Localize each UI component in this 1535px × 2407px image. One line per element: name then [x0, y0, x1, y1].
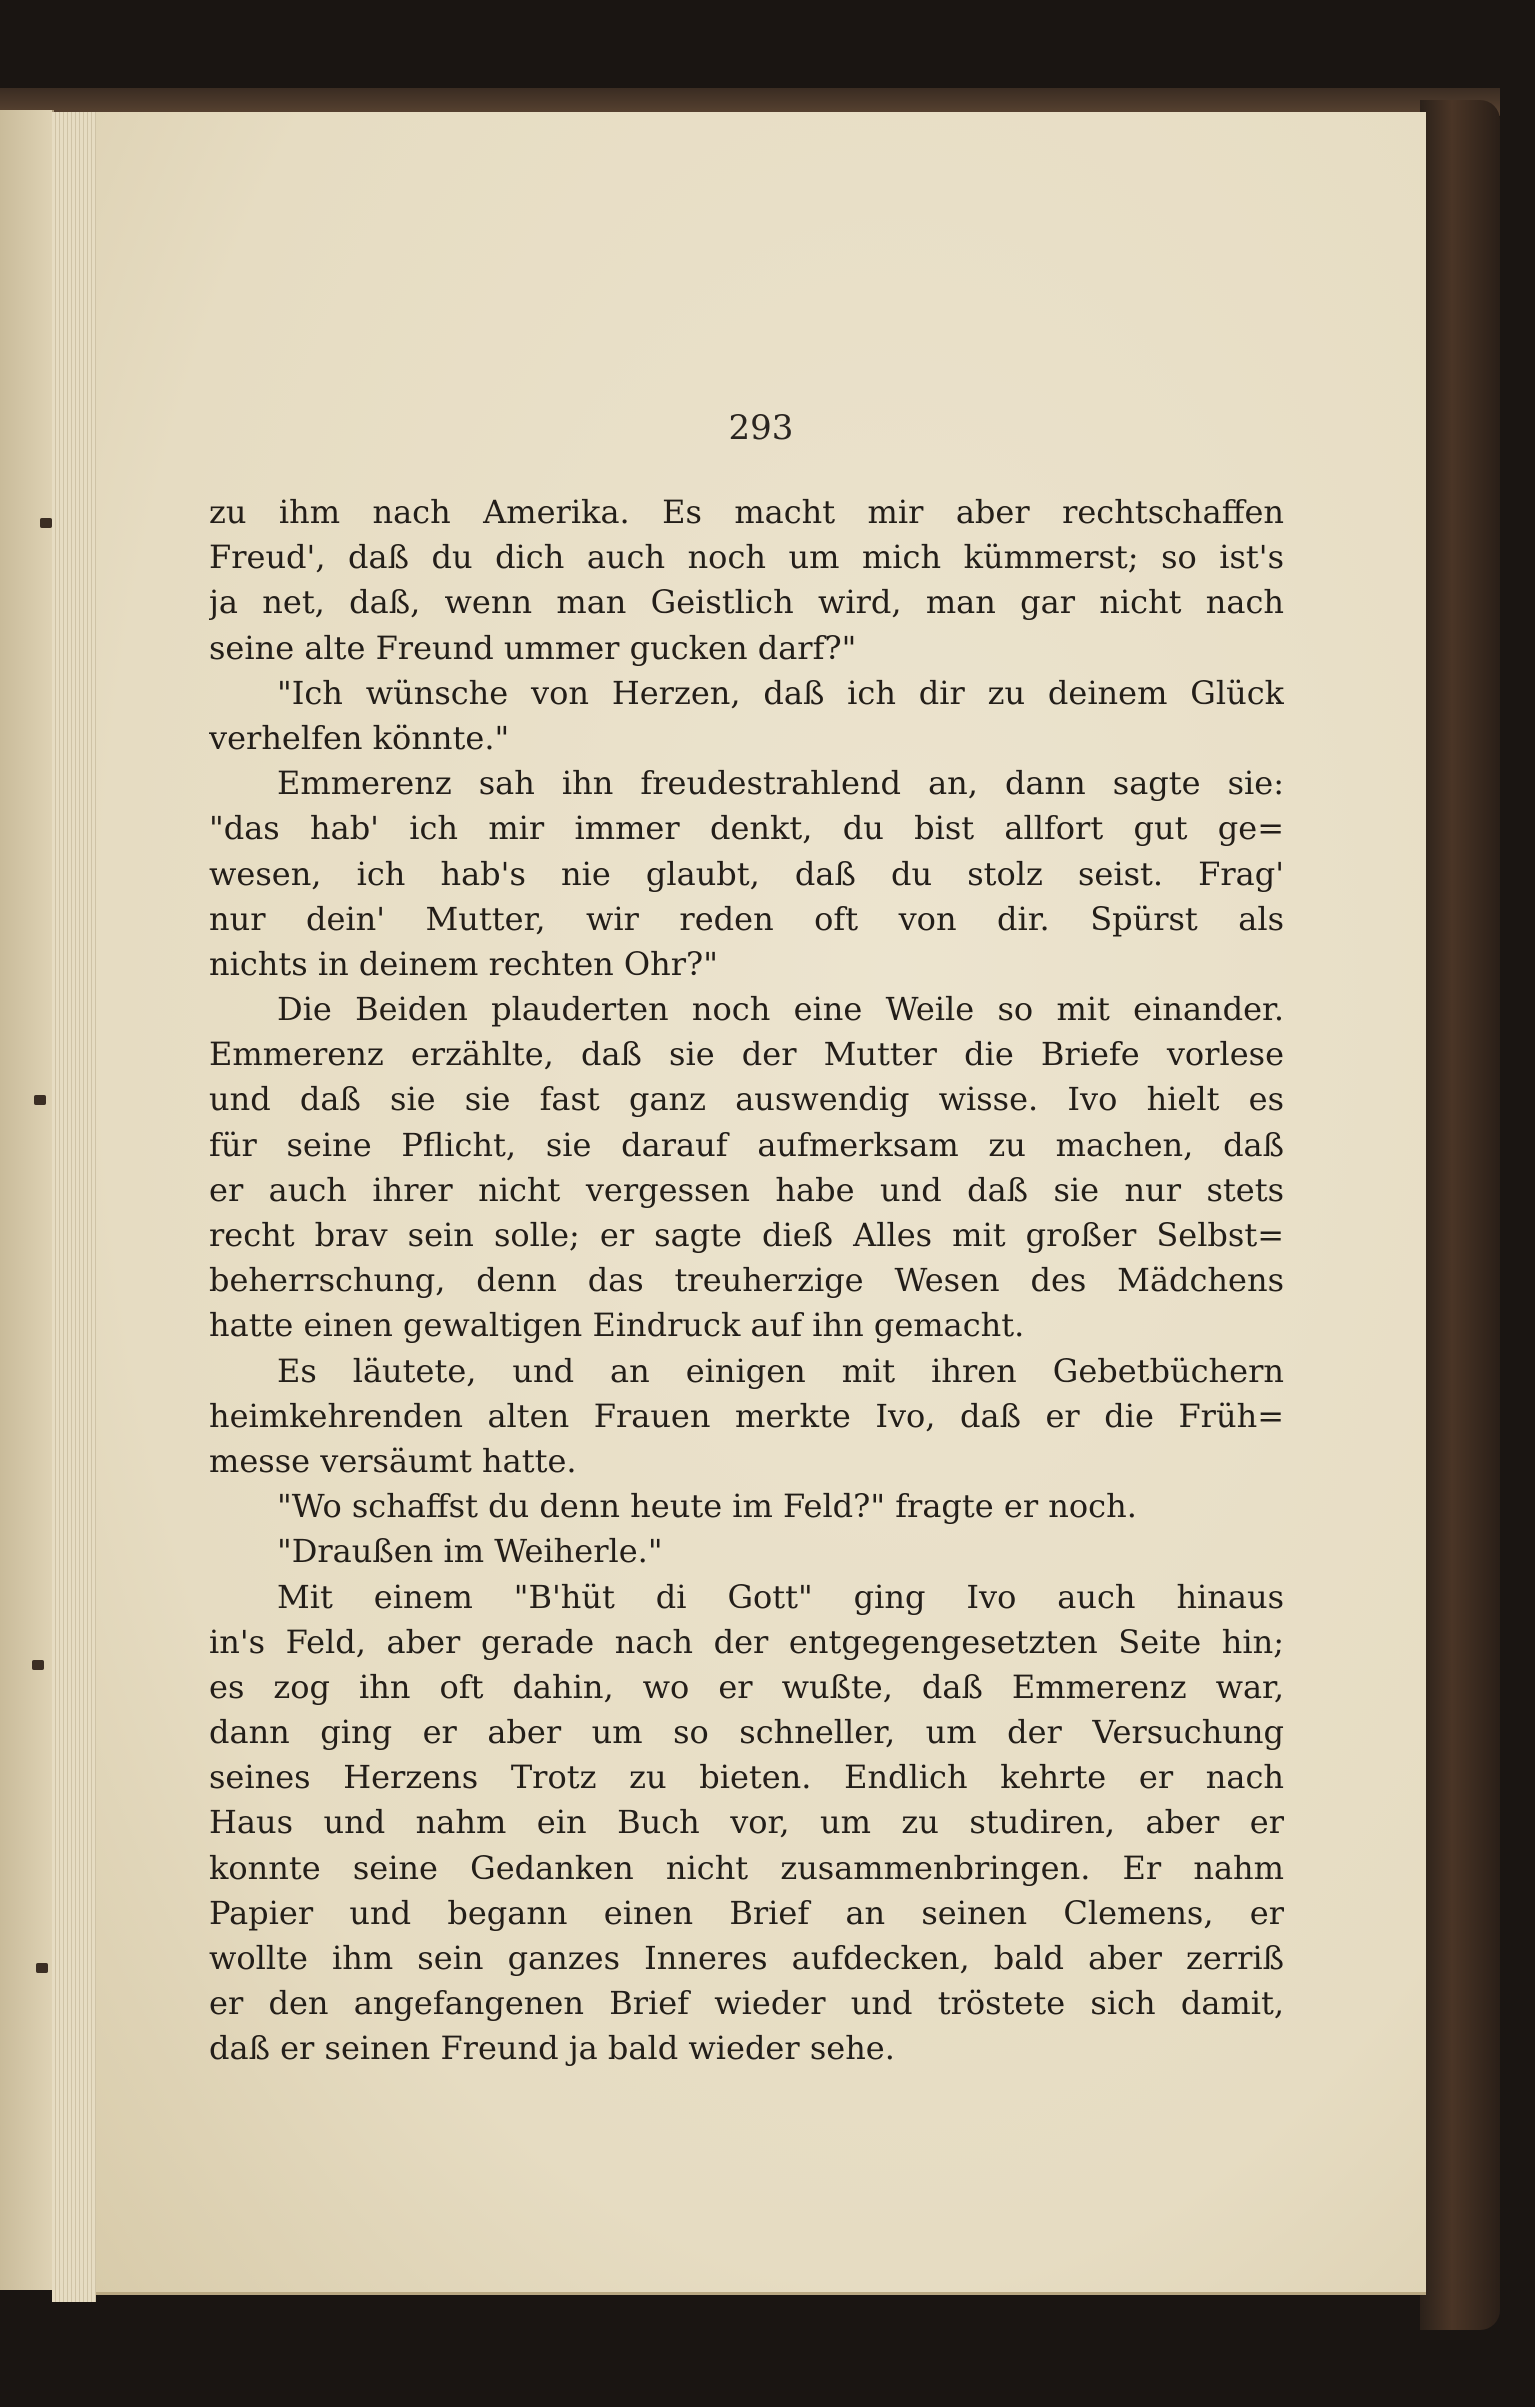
text-line: dann ging er aber um so schneller, um der Versuchung	[209, 1713, 1284, 1752]
text-line: heimkehrenden alten Frauen merkte Ivo, daß er die Früh=	[209, 1396, 1284, 1435]
text-line: hatte einen gewaltigen Eindruck auf ihn gemacht.	[209, 1306, 1025, 1345]
text-line: zu ihm nach Amerika. Es macht mir aber rechtschaffen	[209, 493, 1284, 531]
text-line: Haus und nahm ein Buch vor, um zu studiren, aber er	[209, 1803, 1284, 1842]
text-line: Die Beiden plauderten noch eine Weile so mit einander.	[277, 990, 1284, 1029]
text-line: Emmerenz erzählte, daß sie der Mutter die Briefe vorlese	[209, 1035, 1284, 1074]
text-line: Freud', daß du dich auch noch um mich kümmerst; so ist's	[209, 538, 1284, 577]
text-line: beherrschung, denn das treuherzige Wesen des Mädchens	[209, 1261, 1284, 1300]
page-number: 293	[728, 408, 794, 448]
text-line: daß er seinen Freund ja bald wieder sehe.	[209, 2029, 895, 2068]
text-line: "Draußen im Weiherle."	[277, 1532, 663, 1571]
text-line: "Ich wünsche von Herzen, daß ich dir zu deinem Glück	[277, 673, 1284, 712]
text-line: seines Herzens Trotz zu bieten. Endlich kehrte er nach	[209, 1758, 1284, 1797]
text-line: und daß sie sie fast ganz auswendig wisse. Ivo hielt es	[209, 1080, 1284, 1119]
text-line: er auch ihrer nicht vergessen habe und daß sie nur stets	[209, 1170, 1284, 1209]
binding-thread-mark	[34, 1095, 46, 1105]
binding-thread-mark	[32, 1660, 44, 1670]
text-line: Es läutete, und an einigen mit ihren Gebetbüchern	[277, 1351, 1284, 1390]
text-line: "Wo schaffst du denn heute im Feld?" fragte er noch.	[277, 1487, 1137, 1526]
page-stack-edge	[52, 112, 96, 2302]
text-line: recht brav sein solle; er sagte dieß Alles mit großer Selbst=	[209, 1216, 1284, 1254]
text-line: er den angefangenen Brief wieder und tröstete sich damit,	[209, 1984, 1284, 2023]
text-line: wesen, ich hab's nie glaubt, daß du stolz seist. Frag'	[209, 854, 1284, 893]
text-line: wollte ihm sein ganzes Inneres aufdecken, bald aber zerriß	[209, 1939, 1284, 1977]
text-line: in's Feld, aber gerade nach der entgegengesetzten Seite hin;	[209, 1622, 1284, 1661]
book-page	[96, 112, 1426, 2295]
binding-thread-mark	[40, 518, 52, 528]
text-line: für seine Pflicht, sie darauf aufmerksam zu machen, daß	[209, 1125, 1284, 1164]
text-line: ja net, daß, wenn man Geistlich wird, man gar nicht nach	[209, 583, 1284, 622]
binding-thread-mark	[36, 1963, 48, 1973]
text-line: Mit einem "B'hüt di Gott" ging Ivo auch hinaus	[277, 1577, 1284, 1616]
text-line: nichts in deinem rechten Ohr?"	[209, 944, 718, 983]
book-cover-edge	[1420, 100, 1500, 2330]
text-line: konnte seine Gedanken nicht zusammenbringen. Er nahm	[209, 1848, 1284, 1887]
text-line: es zog ihn oft dahin, wo er wußte, daß Emmerenz war,	[209, 1667, 1284, 1706]
text-line: verhelfen könnte."	[209, 718, 510, 757]
text-line: seine alte Freund ummer gucken darf?"	[209, 628, 857, 667]
text-line: Papier und begann einen Brief an seinen Clemens, er	[209, 1893, 1284, 1932]
text-line: "das hab' ich mir immer denkt, du bist allfort gut ge=	[209, 809, 1284, 848]
text-line: nur dein' Mutter, wir reden oft von dir. Spürst als	[209, 899, 1284, 938]
body-text	[209, 490, 1284, 2072]
text-line: Emmerenz sah ihn freudestrahlend an, dann sagte sie:	[277, 764, 1284, 803]
text-line: messe versäumt hatte.	[209, 1441, 577, 1480]
